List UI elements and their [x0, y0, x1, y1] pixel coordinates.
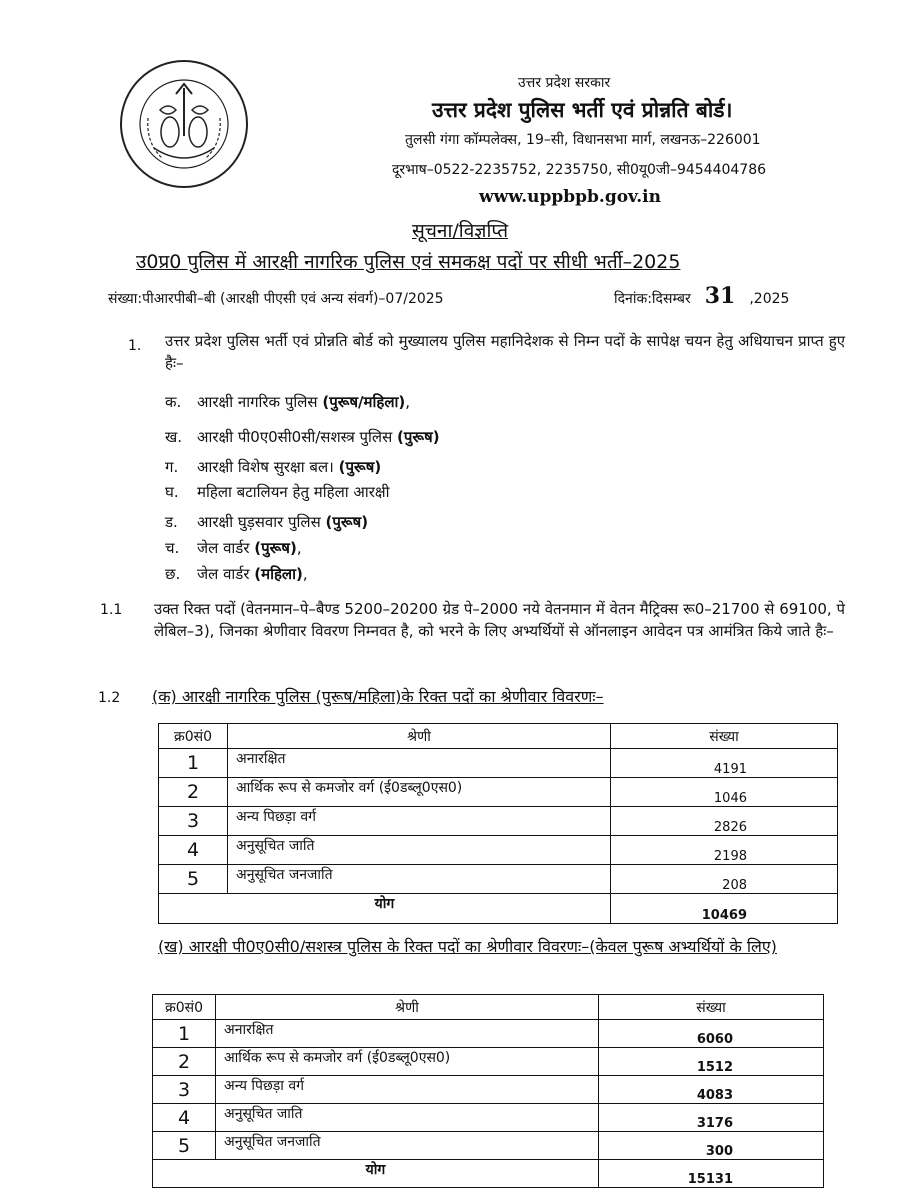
date-day: 31: [704, 283, 736, 309]
table-row: 3 अन्य पिछड़ा वर्ग 4083: [153, 1076, 824, 1104]
table-row: 2 आर्थिक रूप से कमजोर वर्ग (ई0डब्लू0एस0) 1512: [153, 1048, 824, 1076]
board-phone: दूरभाष–0522-2235752, 2235750, सी0यू0जी–9454404786: [392, 162, 767, 178]
notice-date: [614, 283, 789, 309]
list-item: ख. आरक्षी पी0ए0सी0सी/सशस्त्र पुलिस (पुरूष): [165, 428, 440, 446]
section-a-heading: (क) आरक्षी नागरिक पुलिस (पुरूष/महिला)के रिक्त पदों का श्रेणीवार विवरणः–: [152, 687, 604, 706]
column-header: श्रेणी: [228, 724, 611, 749]
list-item: घ. महिला बटालियन हेतु महिला आरक्षी: [165, 483, 390, 501]
table-row: 4 अनुसूचित जाति 3176: [153, 1104, 824, 1132]
table-row: 2 आर्थिक रूप से कमजोर वर्ग (ई0डब्लू0एस0) 1046: [159, 778, 838, 807]
para1-number: 1.: [128, 338, 142, 354]
table-row: 1 अनारक्षित 4191: [159, 749, 838, 778]
notice-title: उ0प्र0 पुलिस में आरक्षी नागरिक पुलिस एवं समकक्ष पदों पर सीधी भर्ती–2025: [136, 251, 681, 273]
reference-number: संख्या:पीआरपीबी–बी (आरक्षी पीएसी एवं अन्य संवर्ग)–07/2025: [108, 291, 444, 307]
table-total-row: योग 10469: [159, 894, 838, 924]
column-header: संख्या: [611, 724, 838, 749]
notice-label: सूचना/विज्ञप्ति: [412, 220, 509, 242]
table-row: 5 अनुसूचित जनजाति 208: [159, 865, 838, 894]
government-name: उत्तर प्रदेश सरकार: [518, 75, 611, 91]
vacancy-table-a: [158, 723, 838, 924]
table-row: 1 अनारक्षित 6060: [153, 1020, 824, 1048]
para1-text: उत्तर प्रदेश पुलिस भर्ती एवं प्रोन्नति बोर्ड को मुख्यालय पुलिस महानिदेशक से निम्न पदों के सापेक्ष चयन हेतु अधियाचन प्राप्त हुए हैः–: [165, 332, 845, 372]
list-item: ड. आरक्षी घुड़सवार पुलिस (पुरूष): [165, 513, 369, 531]
table-header-row: [153, 995, 824, 1020]
board-name: उत्तर प्रदेश पुलिस भर्ती एवं प्रोन्नति बोर्ड।: [432, 98, 733, 122]
section-b-heading: (ख) आरक्षी पी0ए0सी0/सशस्त्र पुलिस के रिक्त पदों का श्रेणीवार विवरणः–(केवल पुरूष अभ्यर्थियों के लिए): [158, 937, 777, 956]
list-item: ग. आरक्षी विशेष सुरक्षा बल। (पुरूष): [165, 458, 382, 476]
column-header: संख्या: [599, 995, 824, 1020]
board-address: तुलसी गंगा कॉम्पलेक्स, 19–सी, विधानसभा मार्ग, लखनऊ–226001: [405, 132, 761, 148]
table-row: 4 अनुसूचित जाति 2198: [159, 836, 838, 865]
vacancy-table-b: [152, 994, 824, 1188]
board-seal: [118, 58, 250, 190]
column-header: श्रेणी: [216, 995, 599, 1020]
para11-text: उक्त रिक्त पदों (वेतनमान–पे–बैण्ड 5200–20200 ग्रेड पे–2000 नये वेतनमान में वेतन मैट्रिक्स रू0–21700 से 69100, पे लेबिल–3), जिनका श्रेणीवार विवरण निम्नवत है, को भरने के लिए अभ्यर्थियों से ऑनलाइन आवेदन पत्र आमंत्रित किये जाते हैः–: [154, 600, 845, 640]
table-total-row: योग 15131: [153, 1160, 824, 1188]
date-year: ,2025: [749, 291, 790, 307]
column-header: क्र0सं0: [159, 724, 228, 749]
list-item: क. आरक्षी नागरिक पुलिस (पुरूष/महिला),: [165, 393, 411, 411]
para11-number: 1.1: [100, 602, 123, 618]
list-item: छ. जेल वार्डर (महिला),: [165, 565, 308, 583]
table-row: 3 अन्य पिछड़ा वर्ग 2826: [159, 807, 838, 836]
date-prefix: दिनांक:दिसम्बर: [614, 291, 691, 307]
list-item: च. जेल वार्डर (पुरूष),: [165, 539, 302, 557]
column-header: क्र0सं0: [153, 995, 216, 1020]
section12-number: 1.2: [98, 690, 121, 706]
table-header-row: [159, 724, 838, 749]
board-website: www.uppbpb.gov.in: [479, 187, 661, 207]
table-row: 5 अनुसूचित जनजाति 300: [153, 1132, 824, 1160]
